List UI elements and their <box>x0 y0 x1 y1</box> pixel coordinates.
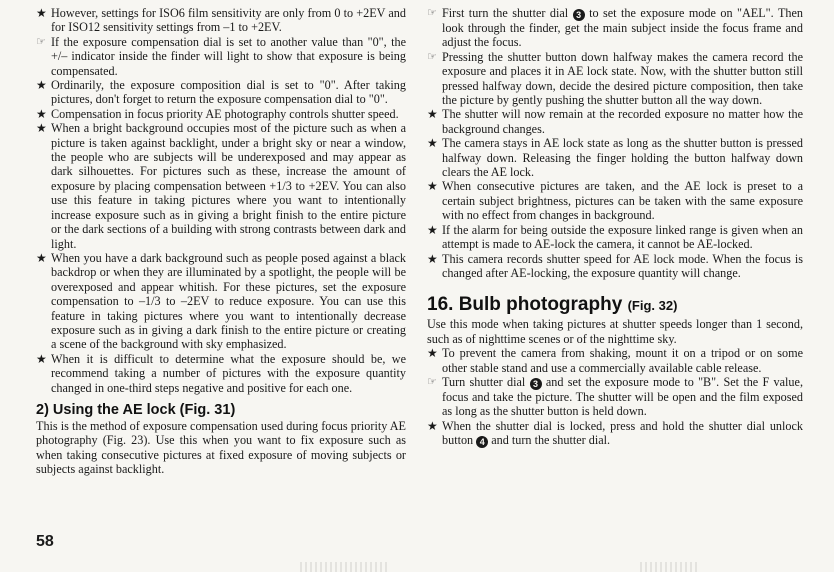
bullet-item <box>36 78 406 107</box>
dial-number-icon: 4 <box>476 436 488 448</box>
bullet-text: When the shutter dial is locked, press and hold the shutter dial unlock button <box>442 418 803 448</box>
section-paragraph: This is the method of exposure compensation used during focus priority AE photography (Fig. 23). Use this when you want to fix exposure such as when taking consecutive pictures at fixed exposure of moving subjects or subjects against backlight. <box>36 418 406 477</box>
bullet-text: Compensation in focus priority AE photography controls shutter speed. <box>51 106 399 121</box>
bullet-text: To prevent the camera from shaking, mount it on a tripod or on some other stable stand and use a commercially available cable release. <box>442 346 803 375</box>
star-bullet-icon: ★ <box>427 222 438 237</box>
bullet-text: The camera stays in AE lock state as long as the shutter button is pressed halfway down. Releasing the finger holding the button halfway down clears the AE lock. <box>442 136 803 180</box>
pointing-hand-icon: ☞ <box>427 49 437 63</box>
bullet-text: When consecutive pictures are taken, and the AE lock is preset to a certain subject brightness, pictures can be taken with the same exposure with no effect from changes in background. <box>442 179 803 223</box>
bullet-item <box>36 251 406 352</box>
bullet-item <box>427 223 803 252</box>
page-number: 58 <box>36 533 54 550</box>
star-bullet-icon: ★ <box>427 136 438 151</box>
bullet-item <box>36 107 406 121</box>
pointing-hand-icon: ☞ <box>36 34 46 48</box>
bullet-item <box>427 6 803 50</box>
dial-number-icon: 3 <box>573 9 585 21</box>
right-column <box>427 6 803 448</box>
star-bullet-icon: ★ <box>427 418 438 433</box>
bullet-text: and turn the shutter dial. <box>488 433 611 448</box>
bullet-text: The shutter will now remain at the recorded exposure no matter how the background changes. <box>442 107 803 136</box>
star-bullet-icon: ★ <box>36 250 47 265</box>
bullet-text: If the exposure compensation dial is set to another value than "0", the +/– indicator inside the finder will light to show that exposure is being compensated. <box>51 34 406 78</box>
bullet-item <box>427 419 803 448</box>
bullet-item <box>36 121 406 251</box>
bullet-item <box>427 375 803 419</box>
bullet-item <box>36 352 406 395</box>
star-bullet-icon: ★ <box>36 78 47 93</box>
bullet-text: and set the exposure mode to "B". Set the F value, focus and take the picture. The shutter will be open and the film exposed as long as the shutter button is held down. <box>442 374 803 419</box>
bullet-text: If the alarm for being outside the exposure linked range is given when an attempt is made to AE-lock the camera, it cannot be AE-locked. <box>442 222 803 252</box>
heading-figure-ref: (Fig. 32) <box>627 298 678 314</box>
bullet-text: Ordinarily, the exposure composition dial is set to "0". After taking pictures, don't forget to return the exposure compensation dial to "0". <box>51 78 406 107</box>
pointing-hand-icon: ☞ <box>427 374 437 388</box>
bullet-text: This camera records shutter speed for AE lock mode. When the focus is changed after AE-locking, the exposure quantity will change. <box>442 251 803 280</box>
star-bullet-icon: ★ <box>427 251 438 266</box>
bullet-item <box>427 252 803 281</box>
left-column <box>36 6 406 477</box>
dial-number-icon: 3 <box>530 378 542 390</box>
section-heading: 2) Using the AE lock (Fig. 31) <box>36 401 236 418</box>
scan-noise <box>300 562 390 572</box>
star-bullet-icon: ★ <box>36 351 47 366</box>
scan-noise <box>640 562 700 572</box>
star-bullet-icon: ★ <box>36 121 47 136</box>
bullet-text: First turn the shutter dial <box>442 6 573 20</box>
bullet-text: However, settings for ISO6 film sensitivity are only from 0 to +2EV and for ISO12 sensitivity settings from –1 to +2EV. <box>51 6 406 35</box>
bullet-text: Pressing the shutter button down halfway makes the camera record the exposure and places it in AE lock state. Now, with the shutter button still pressed halfway down, decide the desired picture composition, then take the picture by gently pushing the shutter button all the way down. <box>442 49 803 108</box>
star-bullet-icon: ★ <box>36 6 47 20</box>
star-bullet-icon: ★ <box>427 346 438 361</box>
bullet-text: When it is difficult to determine what the exposure should be, we recommend taking a number of pictures with the exposure quantity changed in one-third steps negative and positive for each one. <box>51 351 406 395</box>
heading-title: 16. Bulb photography <box>427 294 628 316</box>
star-bullet-icon: ★ <box>36 106 47 121</box>
section-paragraph: Use this mode when taking pictures at shutter speeds longer than 1 second, such as of nighttime scenes or of the nighttime sky. <box>427 317 803 346</box>
bullet-text: Turn shutter dial <box>442 374 530 389</box>
bullet-item <box>427 136 803 179</box>
bullet-text: When you have a dark background such as people posed against a black backdrop or when they are illuminated by a spotlight, the people will be overexposed and appear whitish. For these pictures, set the exposure compensation to –1/3 to –2EV to reduce exposure. You can use this feature in taking pictures where you want to intentionally decrease exposure such as in giving a dark finish to the entire picture or creating a scene of the background with sky emphasized. <box>51 250 406 352</box>
bullet-item <box>36 35 406 78</box>
star-bullet-icon: ★ <box>427 179 438 194</box>
pointing-hand-icon: ☞ <box>427 6 437 19</box>
bullet-item <box>427 179 803 222</box>
bullet-item <box>36 6 406 35</box>
bullet-item <box>427 50 803 108</box>
bullet-text: to set the exposure mode on "AEL". Then look through the finder, get the main subject inside the focus frame and adjust the focus. <box>442 6 803 50</box>
bullet-text: When a bright background occupies most of the picture such as when a picture is taken against backlight, under a bright sky or near a window, the people who are subjects will be underexposed and may appear as dark silhouettes. For pictures such as these, increase the amount of exposure by placing compensation between +1/3 to +2EV. You can also use this feature in taking pictures where you want to intentionally increase exposure such as in giving a bright finish to the entire picture or the dark sections of a building with strong contrasts between dark and light. <box>51 121 406 251</box>
section-heading <box>427 294 803 317</box>
star-bullet-icon: ★ <box>427 107 438 122</box>
bullet-item <box>427 346 803 375</box>
bullet-item <box>427 107 803 136</box>
